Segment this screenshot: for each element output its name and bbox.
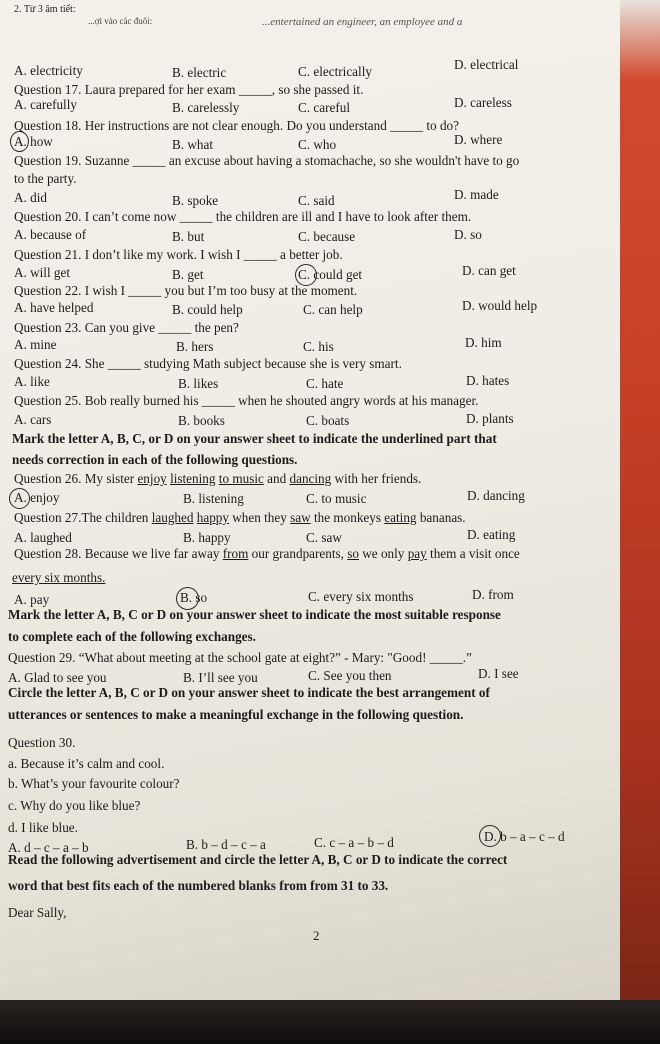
header-line-1: 2. Từ 3 âm tiết: bbox=[14, 4, 76, 15]
q30-title: Question 30. bbox=[8, 735, 76, 750]
q23-option-c[interactable]: C. his bbox=[303, 339, 334, 354]
q22-option-c[interactable]: C. can help bbox=[303, 302, 363, 317]
q17-stem: Question 17. Laura prepared for her exam _____, so she passed it. bbox=[14, 82, 364, 97]
q30-line-c: c. Why do you like blue? bbox=[8, 798, 141, 813]
q27-option-d[interactable]: D. eating bbox=[467, 527, 516, 542]
answer-circle bbox=[9, 488, 30, 509]
q18-option-c[interactable]: C. who bbox=[298, 137, 337, 152]
q20-option-c[interactable]: C. because bbox=[298, 229, 356, 244]
q25-option-c[interactable]: C. boats bbox=[306, 413, 350, 428]
q22-option-a[interactable]: A. have helped bbox=[14, 300, 94, 315]
q26-option-b[interactable]: B. listening bbox=[183, 491, 244, 506]
q28-stem: Question 28. Because we live far away from our grandparents, so we only pay them a visit once bbox=[14, 546, 520, 561]
q20-stem: Question 20. I can’t come now _____ the children are ill and I have to look after them. bbox=[14, 209, 472, 224]
q18-option-a[interactable]: A. how bbox=[14, 134, 53, 149]
q22-option-d[interactable]: D. would help bbox=[462, 298, 538, 313]
q24-option-c[interactable]: C. hate bbox=[306, 376, 344, 391]
section-heading-exchange-line2: to complete each of the following exchanges. bbox=[8, 629, 256, 644]
q23-option-a[interactable]: A. mine bbox=[14, 337, 57, 352]
q28-option-d[interactable]: D. from bbox=[472, 587, 514, 602]
header-line-2: ...ợi vào các đuôi: bbox=[88, 16, 153, 26]
q18-stem: Question 18. Her instructions are not clear enough. Do you understand _____ to do? bbox=[14, 118, 459, 133]
q16-option-b[interactable]: B. electric bbox=[172, 65, 227, 80]
q19-stem-line2: to the party. bbox=[14, 171, 77, 186]
section-heading-reading: Read the following advertisement and circle the letter A, B, C or D to indicate the correct bbox=[8, 852, 508, 867]
q21-option-d[interactable]: D. can get bbox=[462, 263, 516, 278]
q25-stem: Question 25. Bob really burned his _____ when he shouted angry words at his manager. bbox=[14, 393, 479, 408]
q27-option-b[interactable]: B. happy bbox=[183, 530, 231, 545]
q16-option-a[interactable]: A. electricity bbox=[14, 63, 83, 78]
q21-option-b[interactable]: B. get bbox=[172, 267, 204, 282]
q19-stem: Question 19. Suzanne _____ an excuse about having a stomachache, so she wouldn't have to go bbox=[14, 153, 520, 168]
q17-option-a[interactable]: A. carefully bbox=[14, 97, 77, 112]
answer-circle bbox=[479, 825, 501, 847]
q30-option-c[interactable]: C. c – a – b – d bbox=[314, 835, 394, 850]
background-red-cover bbox=[620, 0, 660, 1000]
q27-option-c[interactable]: C. saw bbox=[306, 530, 342, 545]
q26-option-d[interactable]: D. dancing bbox=[467, 488, 525, 503]
q30-option-d[interactable]: D. b – a – c – d bbox=[484, 829, 565, 844]
page-number: 2 bbox=[313, 928, 320, 943]
q29-stem: Question 29. “What about meeting at the school gate at eight?” - Mary: "Good! _____.” bbox=[8, 650, 472, 665]
q28-option-c[interactable]: C. every six months bbox=[308, 589, 414, 604]
q20-option-a[interactable]: A. because of bbox=[14, 227, 87, 242]
q22-option-b[interactable]: B. could help bbox=[172, 302, 243, 317]
q19-option-b[interactable]: B. spoke bbox=[172, 193, 219, 208]
q17-option-b[interactable]: B. carelessly bbox=[172, 100, 240, 115]
section-heading-arrange-line2: utterances or sentences to make a meaningful exchange in the following question. bbox=[8, 707, 464, 722]
q21-stem: Question 21. I don’t like my work. I wish I _____ a better job. bbox=[14, 247, 343, 262]
q17-option-d[interactable]: D. careless bbox=[454, 95, 512, 110]
q16-option-c[interactable]: C. electrically bbox=[298, 64, 372, 79]
section-heading-correction-line2: needs correction in each of the following questions. bbox=[12, 452, 298, 467]
background-dark-surface bbox=[0, 1000, 660, 1044]
q18-option-b[interactable]: B. what bbox=[172, 137, 214, 152]
q30-option-a[interactable]: A. d – c – a – b bbox=[8, 840, 89, 855]
section-heading-exchange: Mark the letter A, B, C or D on your answer sheet to indicate the most suitable response bbox=[8, 607, 501, 622]
section-heading-reading-line2: word that best fits each of the numbered blanks from from 31 to 33. bbox=[8, 878, 389, 893]
q29-option-c[interactable]: C. See you then bbox=[308, 668, 392, 683]
q30-line-d: d. I like blue. bbox=[8, 820, 78, 835]
q28-stem-line2: every six months. bbox=[12, 570, 106, 585]
q19-option-a[interactable]: A. did bbox=[14, 190, 47, 205]
q17-option-c[interactable]: C. careful bbox=[298, 100, 350, 115]
q26-option-c[interactable]: C. to music bbox=[306, 491, 367, 506]
q20-option-d[interactable]: D. so bbox=[454, 227, 482, 242]
q30-option-b[interactable]: B. b – d – c – a bbox=[186, 837, 266, 852]
q23-option-d[interactable]: D. him bbox=[465, 335, 502, 350]
answer-circle bbox=[10, 131, 29, 152]
q29-option-b[interactable]: B. I’ll see you bbox=[183, 670, 258, 685]
q29-option-a[interactable]: A. Glad to see you bbox=[8, 670, 107, 685]
q19-option-d[interactable]: D. made bbox=[454, 187, 499, 202]
q16-option-d[interactable]: D. electrical bbox=[454, 57, 519, 72]
q27-stem: Question 27.The children laughed happy when they saw the monkeys eating bananas. bbox=[14, 510, 466, 525]
q26-stem: Question 26. My sister enjoy listening to music and dancing with her friends. bbox=[14, 471, 422, 486]
q23-stem: Question 23. Can you give _____ the pen? bbox=[14, 320, 239, 335]
q28-option-b[interactable]: B. so bbox=[180, 590, 208, 605]
q24-option-a[interactable]: A. like bbox=[14, 374, 50, 389]
q19-option-c[interactable]: C. said bbox=[298, 193, 335, 208]
q21-option-a[interactable]: A. will get bbox=[14, 265, 71, 280]
q23-option-b[interactable]: B. hers bbox=[176, 339, 214, 354]
section-heading-correction: Mark the letter A, B, C, or D on your answer sheet to indicate the underlined part that bbox=[12, 431, 497, 446]
header-line-3: ...entertained an engineer, an employee and a bbox=[262, 16, 463, 28]
q21-option-c[interactable]: C. could get bbox=[298, 267, 363, 282]
q18-option-d[interactable]: D. where bbox=[454, 132, 503, 147]
q20-option-b[interactable]: B. but bbox=[172, 229, 205, 244]
letter-greeting: Dear Sally, bbox=[8, 905, 67, 920]
q22-stem: Question 22. I wish I _____ you but I’m too busy at the moment. bbox=[14, 283, 358, 298]
q30-line-a: a. Because it’s calm and cool. bbox=[8, 756, 165, 771]
q24-option-d[interactable]: D. hates bbox=[466, 373, 510, 388]
q25-option-b[interactable]: B. books bbox=[178, 413, 225, 428]
q28-option-a[interactable]: A. pay bbox=[14, 592, 50, 607]
q26-option-a[interactable]: A. enjoy bbox=[14, 490, 60, 505]
q24-option-b[interactable]: B. likes bbox=[178, 376, 219, 391]
q27-option-a[interactable]: A. laughed bbox=[14, 530, 72, 545]
section-heading-arrange: Circle the letter A, B, C or D on your answer sheet to indicate the best arrangement of bbox=[8, 685, 490, 700]
q24-stem: Question 24. She _____ studying Math subject because she is very smart. bbox=[14, 356, 402, 371]
q25-option-a[interactable]: A. cars bbox=[14, 412, 52, 427]
q30-line-b: b. What’s your favourite colour? bbox=[8, 776, 180, 791]
q29-option-d[interactable]: D. I see bbox=[478, 666, 519, 681]
q25-option-d[interactable]: D. plants bbox=[466, 411, 514, 426]
